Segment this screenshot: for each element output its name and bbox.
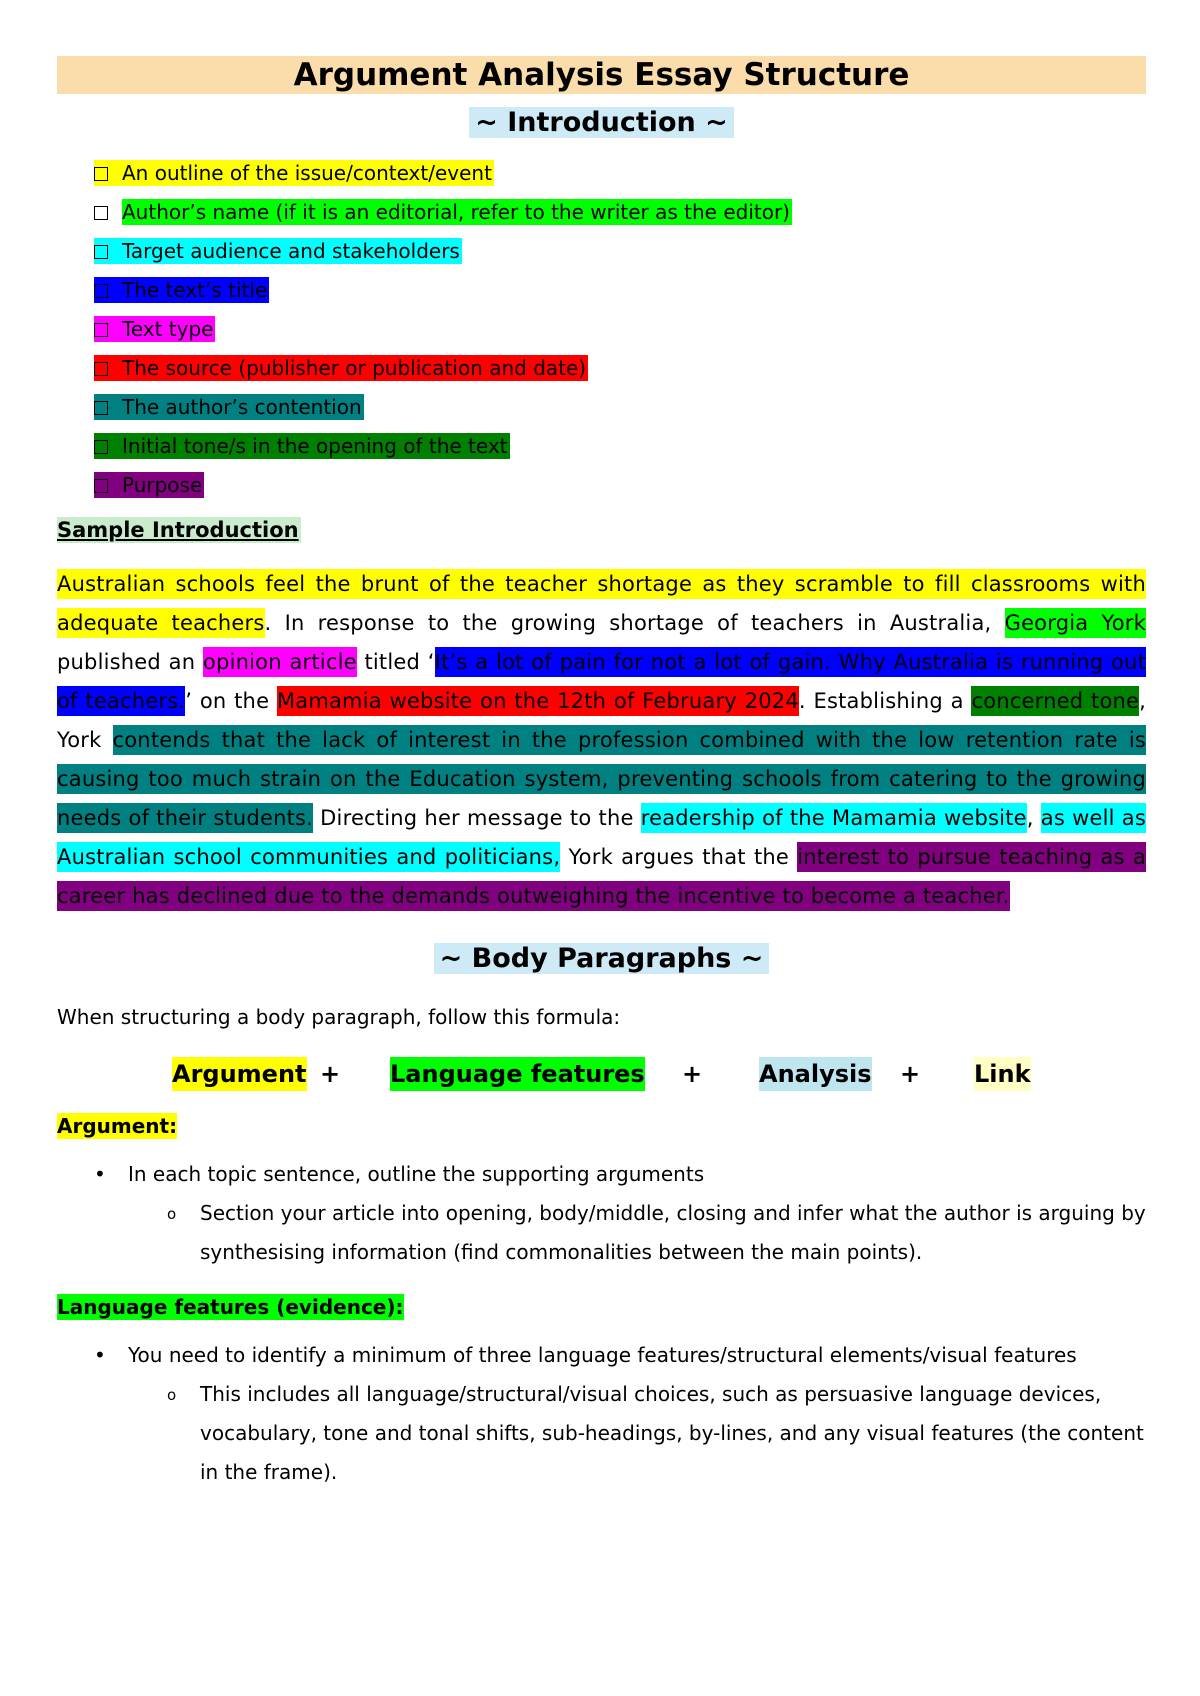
checklist-item-highlight [94,433,510,459]
highlighted-segment: as well as Australian school communities and politicians, [57,803,1146,872]
checklist-item-highlight [94,277,269,303]
highlighted-segment: Mamamia website on the 12th of February 2024 [277,686,799,716]
text-segment: . In response to the growing shortage of teachers in Australia, [264,611,1005,635]
highlighted-segment: contends that the lack of interest in the profession combined with the low retention rate is causing too much strain on the Education system, preventing schools from catering to the growing needs of their students. [57,725,1146,833]
text-segment: published an [57,650,203,674]
formula-analysis: Analysis [759,1057,872,1091]
introduction-heading-text: ~ Introduction ~ [469,107,734,138]
language-features-bullet-text: You need to identify a minimum of three language features/structural elements/visual features [128,1343,1077,1367]
text-segment: ’ on the [185,689,277,713]
introduction-checklist [57,160,1146,498]
checklist-item-label: The text’s title [122,278,268,302]
formula-link: Link [974,1057,1031,1091]
body-paragraphs-heading [57,942,1146,976]
argument-bullet-text: In each topic sentence, outline the supporting arguments [128,1162,705,1186]
checklist-item-highlight [94,238,462,264]
checklist-item-highlight [94,394,364,420]
checklist-item-highlight [94,355,588,381]
language-features-sub-bullet: o This includes all language/structural/visual choices, such as persuasive language devices, vocabulary, tone and tonal shifts, sub-headings, by-lines, and any visual features (the content in the frame). [200,1375,1146,1492]
document-page [57,56,1146,1492]
formula-plus-2: + [682,1060,703,1088]
argument-bullet [128,1155,1146,1272]
formula-plus-3: + [900,1060,921,1088]
checklist-item [94,355,1146,381]
highlighted-segment: Australian schools feel the brunt of the teacher shortage as they scramble to fill classrooms with adequate teachers [57,569,1146,638]
checklist-item-highlight [94,316,215,342]
text-segment: York argues that the [560,845,798,869]
checkbox-icon[interactable] [94,284,108,298]
highlighted-segment: It’s a lot of pain for not a lot of gain. Why Australia is running out of teachers. [57,647,1146,716]
checklist-item-label: The source (publisher or publication and date) [122,356,587,380]
text-segment: , York [57,689,1147,752]
checklist-item-label: Text type [122,317,214,341]
checklist-item [94,394,1146,420]
checklist-item-label: Purpose [122,473,203,497]
argument-section [57,1091,1146,1272]
checklist-item-label: An outline of the issue/context/event [122,161,492,185]
document-title: Argument Analysis Essay Structure [57,56,1146,94]
formula-plus-1: + [320,1060,341,1088]
checklist-item-label: Author’s name (if it is an editorial, refer to the writer as the editor) [122,200,790,224]
argument-bullets [57,1155,1146,1272]
argument-label: Argument: [57,1114,178,1138]
introduction-heading [57,106,1146,140]
language-features-label: Language features (evidence): [57,1295,404,1319]
checklist-item-highlight [94,472,204,498]
checkbox-icon[interactable] [94,167,108,181]
argument-sub-bullets [128,1194,1146,1272]
highlighted-segment: opinion article [203,647,357,677]
checkbox-icon[interactable] [94,401,108,415]
checkbox-icon[interactable] [94,440,108,454]
sample-introduction-paragraph [57,565,1146,916]
checklist-item-highlight [122,199,792,225]
checklist-item-label: Target audience and stakeholders [122,239,460,263]
text-segment: . Establishing a [798,689,972,713]
body-paragraph-formula [57,1057,1146,1091]
checklist-item-label: Initial tone/s in the opening of the text [122,434,508,458]
text-segment: titled ‘ [356,650,435,674]
checkbox-icon[interactable] [94,206,108,220]
checklist-item-highlight [94,160,494,186]
checkbox-icon[interactable] [94,479,108,493]
checkbox-icon[interactable] [94,323,108,337]
highlighted-segment: concerned tone [971,686,1139,716]
language-features-section [57,1272,1146,1492]
highlighted-segment: readership of the Mamamia website [641,803,1027,833]
checkbox-icon[interactable] [94,362,108,376]
sample-introduction-title: Sample Introduction [57,518,299,542]
checklist-item [94,277,1146,303]
language-features-sub-bullets [128,1375,1146,1492]
argument-sub-bullet: o Section your article into opening, body/middle, closing and infer what the author is arguing by synthesising information (find commonalities between the main points). [200,1194,1146,1272]
text-segment: , [1026,806,1041,830]
checklist-item [94,238,1146,264]
highlighted-segment: interest to pursue teaching as a career has declined due to the demands outweighing the incentive to become a teacher. [57,842,1146,911]
checklist-item [94,199,1146,225]
text-segment: Directing her message to the [313,806,641,830]
checklist-item-label: The author’s contention [122,395,362,419]
checklist-item [94,316,1146,342]
checklist-item [94,433,1146,459]
sample-introduction-title-wrap [57,511,1146,543]
language-features-bullet [128,1336,1146,1492]
checkbox-icon[interactable] [94,245,108,259]
language-features-bullets [57,1336,1146,1492]
highlighted-segment: Georgia York [1005,608,1146,638]
formula-language-features: Language features [390,1057,645,1091]
formula-argument: Argument [172,1057,307,1091]
formula-intro: When structuring a body paragraph, follow this formula: [57,1005,621,1029]
checklist-item [94,160,1146,186]
body-paragraphs-heading-text: ~ Body Paragraphs ~ [434,943,770,974]
checklist-item [94,472,1146,498]
